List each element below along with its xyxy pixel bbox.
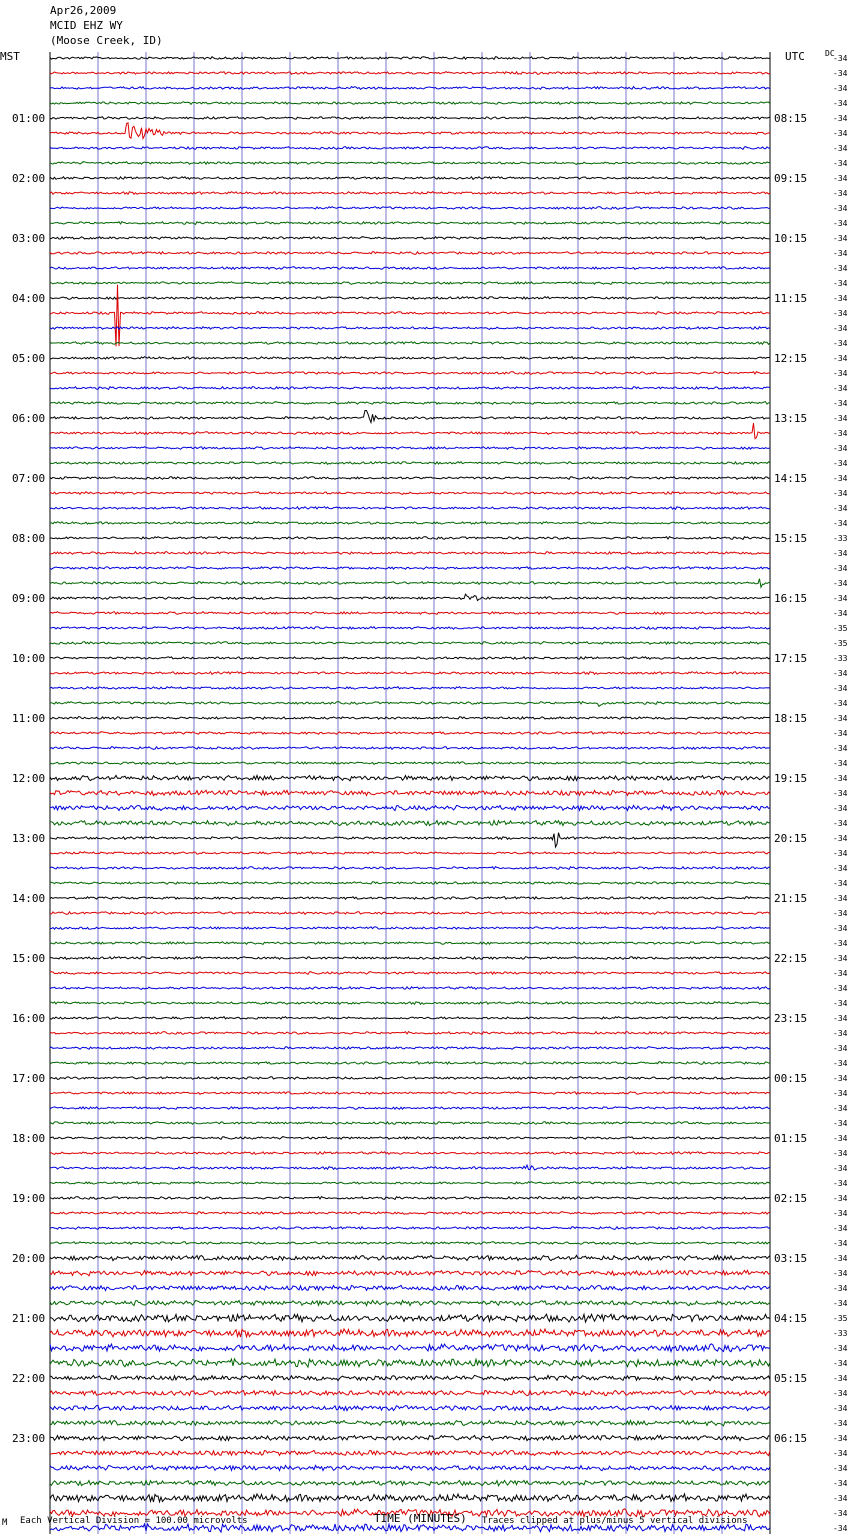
seismic-trace [50, 492, 770, 495]
station-code: MCID EHZ WY [50, 19, 123, 32]
dc-offset-value: -34 [833, 834, 848, 843]
seismic-trace [50, 1092, 770, 1095]
seismic-trace [50, 1390, 770, 1395]
dc-offset-value: -34 [833, 1464, 848, 1473]
seismic-trace [50, 1137, 770, 1140]
dc-offset-value: -34 [833, 189, 848, 198]
seismic-trace [50, 790, 770, 795]
seismic-trace [50, 657, 770, 660]
seismic-trace [50, 1242, 770, 1245]
dc-offset-value: -34 [833, 1194, 848, 1203]
seismic-trace [50, 957, 770, 960]
seismic-trace [50, 1152, 770, 1155]
dc-offset-value: -34 [833, 504, 848, 513]
dc-offset-value: -34 [833, 204, 848, 213]
dc-offset-value: -34 [833, 939, 848, 948]
seismic-trace [50, 987, 770, 990]
dc-offset-value: -34 [833, 774, 848, 783]
dc-offset-value: -34 [833, 1449, 848, 1458]
left-hour-label: 19:00 [12, 1192, 46, 1205]
dc-offset-value: -34 [833, 579, 848, 588]
dc-offset-value: -34 [833, 399, 848, 408]
seismic-trace [50, 1420, 770, 1425]
dc-offset-value: -34 [833, 1044, 848, 1053]
seismic-trace [50, 775, 770, 780]
dc-offset-value: -34 [833, 1029, 848, 1038]
dc-offset-value: -34 [833, 924, 848, 933]
dc-offset-value: -34 [833, 1089, 848, 1098]
dc-offset-value: -34 [833, 174, 848, 183]
seismic-trace [50, 1435, 770, 1440]
dc-offset-value: -34 [833, 849, 848, 858]
seismic-trace [50, 1062, 770, 1065]
dc-offset-value: -34 [833, 474, 848, 483]
dc-offset-value: -34 [833, 489, 848, 498]
seismic-trace [50, 717, 770, 720]
left-hour-label: 16:00 [12, 1012, 46, 1025]
left-hour-label: 22:00 [12, 1372, 46, 1385]
seismic-trace [50, 1255, 770, 1260]
seismic-trace [50, 972, 770, 975]
dc-offset-value: -34 [833, 1389, 848, 1398]
dc-offset-value: -34 [833, 864, 848, 873]
left-hour-label: 03:00 [12, 232, 46, 245]
left-hour-label: 13:00 [12, 832, 46, 845]
seismic-trace [50, 912, 770, 915]
dc-offset-value: -34 [833, 234, 848, 243]
dc-offset-value: -33 [833, 654, 848, 663]
seismic-trace [50, 357, 770, 360]
dc-offset-value: -34 [833, 684, 848, 693]
seismic-trace [50, 1406, 770, 1411]
dc-offset-value: -34 [833, 69, 848, 78]
dc-offset-value: -34 [833, 294, 848, 303]
seismic-trace [50, 1165, 770, 1170]
dc-offset-value: -34 [833, 969, 848, 978]
seismic-trace [50, 762, 770, 765]
dc-offset-value: -34 [833, 1419, 848, 1428]
left-hour-label: 17:00 [12, 1072, 46, 1085]
left-hour-label: 10:00 [12, 652, 46, 665]
seismic-trace [50, 805, 770, 810]
seismic-trace [50, 387, 770, 390]
dc-offset-value: -34 [833, 249, 848, 258]
seismic-trace [50, 1300, 770, 1305]
dc-offset-value: -34 [833, 129, 848, 138]
seismic-trace [50, 1285, 770, 1290]
dc-offset-value: -34 [833, 714, 848, 723]
seismic-trace [50, 192, 770, 195]
seismic-trace [50, 402, 770, 405]
seismic-trace [50, 177, 770, 180]
seismic-trace [50, 507, 770, 510]
dc-offset-value: -34 [833, 1344, 848, 1353]
seismic-trace [50, 285, 770, 347]
dc-offset-value: -34 [833, 279, 848, 288]
dc-offset-value: -34 [833, 1014, 848, 1023]
seismic-trace [50, 642, 770, 645]
dc-offset-value: -34 [833, 414, 848, 423]
seismic-trace [50, 1077, 770, 1080]
seismic-trace [50, 117, 770, 120]
seismic-trace [50, 942, 770, 945]
dc-offset-value: -34 [833, 1134, 848, 1143]
left-hour-label: 14:00 [12, 892, 46, 905]
dc-offset-value: -34 [833, 54, 848, 63]
seismic-trace [50, 612, 770, 615]
seismic-trace [50, 102, 770, 105]
seismic-trace [50, 821, 770, 826]
left-hour-label: 23:00 [12, 1432, 46, 1445]
seismic-trace [50, 1017, 770, 1020]
seismic-trace [50, 1450, 770, 1455]
seismic-trace [50, 747, 770, 750]
seismic-trace [50, 462, 770, 465]
seismic-trace [50, 342, 770, 345]
dc-offset-value: -34 [833, 744, 848, 753]
left-hour-label: 18:00 [12, 1132, 46, 1145]
dc-offset-value: -34 [833, 804, 848, 813]
dc-offset-value: -35 [833, 1314, 848, 1323]
seismic-trace [50, 627, 770, 630]
right-hour-label: 16:15 [774, 592, 808, 605]
right-hour-label: 19:15 [774, 772, 808, 785]
dc-offset-value: -35 [833, 639, 848, 648]
dc-offset-value: -34 [833, 1374, 848, 1383]
dc-offset-value: -34 [833, 1224, 848, 1233]
dc-offset-value: -34 [833, 1479, 848, 1488]
seismic-trace [50, 1182, 770, 1185]
left-hour-label: 07:00 [12, 472, 46, 485]
dc-offset-value: -34 [833, 984, 848, 993]
seismic-trace [50, 1481, 770, 1486]
seismic-trace [50, 411, 770, 423]
dc-offset-value: -34 [833, 84, 848, 93]
seismic-trace [50, 732, 770, 735]
dc-offset-value: -34 [833, 324, 848, 333]
dc-offset-value: -34 [833, 1434, 848, 1443]
left-hour-label: 01:00 [12, 112, 46, 125]
left-hour-label: 05:00 [12, 352, 46, 365]
dc-offset-value: -34 [833, 1074, 848, 1083]
dc-offset-value: -34 [833, 669, 848, 678]
right-hour-label: 05:15 [774, 1372, 808, 1385]
seismic-trace [50, 567, 770, 570]
dc-offset-value: -34 [833, 1404, 848, 1413]
seismic-trace [50, 237, 770, 240]
right-hour-label: 06:15 [774, 1432, 808, 1445]
dc-offset-value: -34 [833, 384, 848, 393]
seismic-trace [50, 1329, 770, 1337]
left-timezone-label: MST [0, 50, 20, 63]
seismic-trace [50, 1107, 770, 1110]
seismic-trace [50, 1197, 770, 1200]
seismic-trace [50, 87, 770, 90]
seismic-trace [50, 882, 770, 885]
dc-offset-value: -34 [833, 1209, 848, 1218]
dc-offset-header: DC [825, 49, 835, 58]
dc-offset-value: -34 [833, 789, 848, 798]
right-hour-label: 18:15 [774, 712, 808, 725]
right-hour-label: 00:15 [774, 1072, 808, 1085]
left-hour-label: 09:00 [12, 592, 46, 605]
left-hour-label: 04:00 [12, 292, 46, 305]
dc-offset-value: -34 [833, 699, 848, 708]
dc-offset-value: -34 [833, 1494, 848, 1503]
seismic-trace [50, 267, 770, 270]
dc-offset-value: -34 [833, 459, 848, 468]
right-hour-label: 23:15 [774, 1012, 808, 1025]
dc-offset-value: -34 [833, 369, 848, 378]
seismic-trace [50, 1314, 770, 1322]
seismic-trace [50, 1344, 770, 1352]
dc-offset-value: -34 [833, 1524, 848, 1533]
seismic-trace [50, 1047, 770, 1050]
right-hour-label: 08:15 [774, 112, 808, 125]
left-hour-label: 08:00 [12, 532, 46, 545]
right-hour-label: 12:15 [774, 352, 808, 365]
dc-offset-value: -34 [833, 1509, 848, 1518]
dc-offset-value: -34 [833, 99, 848, 108]
dc-offset-value: -34 [833, 759, 848, 768]
left-hour-label: 06:00 [12, 412, 46, 425]
seismic-trace [50, 852, 770, 855]
dc-offset-value: -34 [833, 1149, 848, 1158]
dc-offset-value: -34 [833, 594, 848, 603]
seismic-trace [50, 372, 770, 375]
seismic-trace [50, 1122, 770, 1125]
station-location: (Moose Creek, ID) [50, 34, 163, 47]
right-hour-label: 13:15 [774, 412, 808, 425]
seismic-trace [50, 447, 770, 450]
left-hour-label: 15:00 [12, 952, 46, 965]
dc-offset-value: -34 [833, 729, 848, 738]
dc-offset-value: -34 [833, 1359, 848, 1368]
seismic-trace [50, 537, 770, 540]
dc-offset-value: -34 [833, 564, 848, 573]
x-axis-label: TIME (MINUTES) [374, 1512, 467, 1525]
dc-offset-value: -34 [833, 1284, 848, 1293]
seismic-trace [50, 477, 770, 480]
seismic-trace [50, 57, 770, 60]
dc-offset-value: -34 [833, 264, 848, 273]
dc-offset-value: -34 [833, 1104, 848, 1113]
right-hour-label: 02:15 [774, 1192, 808, 1205]
right-hour-label: 10:15 [774, 232, 808, 245]
right-hour-label: 17:15 [774, 652, 808, 665]
seismic-trace [50, 72, 770, 75]
dc-offset-value: -33 [833, 534, 848, 543]
dc-offset-value: -34 [833, 1179, 848, 1188]
right-hour-label: 09:15 [774, 172, 808, 185]
right-timezone-label: UTC [785, 50, 805, 63]
seismic-trace [50, 147, 770, 150]
seismic-trace [50, 927, 770, 930]
dc-offset-value: -34 [833, 519, 848, 528]
seismic-trace [50, 522, 770, 525]
seismic-trace [50, 1359, 770, 1367]
seismic-trace [50, 579, 770, 588]
dc-offset-value: -34 [833, 159, 848, 168]
clip-note: Traces clipped at plus/minus 5 vertical divisions [482, 1516, 748, 1526]
dc-offset-value: -34 [833, 1239, 848, 1248]
dc-offset-value: -34 [833, 1299, 848, 1308]
seismic-trace [50, 1375, 770, 1380]
right-hour-label: 15:15 [774, 532, 808, 545]
seismic-trace [50, 702, 770, 707]
right-hour-label: 01:15 [774, 1132, 808, 1145]
plot-date: Apr26,2009 [50, 4, 117, 17]
right-hour-label: 04:15 [774, 1312, 808, 1325]
dc-offset-value: -34 [833, 1269, 848, 1278]
seismic-trace [50, 594, 770, 600]
dc-offset-value: -34 [833, 894, 848, 903]
dc-offset-value: -34 [833, 999, 848, 1008]
seismic-trace [50, 552, 770, 555]
seismic-trace [50, 297, 770, 300]
dc-offset-value: -34 [833, 549, 848, 558]
seismic-trace [50, 867, 770, 870]
right-hour-label: 11:15 [774, 292, 808, 305]
dc-offset-value: -34 [833, 609, 848, 618]
seismic-trace [50, 327, 770, 330]
dc-offset-value: -34 [833, 339, 848, 348]
dc-offset-value: -34 [833, 1164, 848, 1173]
left-hour-label: 02:00 [12, 172, 46, 185]
seismic-trace [50, 1227, 770, 1230]
scale-note: Each Vertical Division = 100.00 microvolts [20, 1516, 248, 1526]
dc-offset-value: -34 [833, 819, 848, 828]
footer-mark: M [2, 1518, 8, 1528]
dc-offset-value: -34 [833, 1059, 848, 1068]
seismic-trace [50, 897, 770, 900]
dc-offset-value: -34 [833, 1254, 848, 1263]
dc-offset-value: -34 [833, 879, 848, 888]
seismic-trace [50, 1465, 770, 1470]
dc-offset-value: -34 [833, 114, 848, 123]
right-hour-label: 14:15 [774, 472, 808, 485]
dc-offset-value: -33 [833, 1329, 848, 1338]
dc-offset-value: -34 [833, 444, 848, 453]
seismic-trace [50, 423, 770, 439]
seismic-trace [50, 1032, 770, 1035]
seismic-trace [50, 1270, 770, 1276]
seismic-trace [50, 1494, 770, 1502]
left-hour-label: 20:00 [12, 1252, 46, 1265]
seismic-trace [50, 672, 770, 675]
left-hour-label: 11:00 [12, 712, 46, 725]
dc-offset-value: -34 [833, 144, 848, 153]
seismic-trace [50, 282, 770, 285]
seismic-trace [50, 207, 770, 210]
dc-offset-value: -34 [833, 354, 848, 363]
seismic-trace [50, 123, 770, 139]
right-hour-label: 03:15 [774, 1252, 808, 1265]
dc-offset-value: -34 [833, 309, 848, 318]
dc-offset-value: -34 [833, 219, 848, 228]
right-hour-label: 20:15 [774, 832, 808, 845]
dc-offset-value: -34 [833, 954, 848, 963]
dc-offset-value: -34 [833, 909, 848, 918]
left-hour-label: 21:00 [12, 1312, 46, 1325]
seismic-trace [50, 162, 770, 165]
right-hour-label: 22:15 [774, 952, 808, 965]
dc-offset-value: -34 [833, 429, 848, 438]
seismic-trace [50, 1212, 770, 1215]
seismic-trace [50, 252, 770, 255]
dc-offset-value: -34 [833, 1119, 848, 1128]
seismic-trace [50, 687, 770, 690]
seismic-trace [50, 222, 770, 225]
dc-offset-value: -35 [833, 624, 848, 633]
right-hour-label: 21:15 [774, 892, 808, 905]
left-hour-label: 12:00 [12, 772, 46, 785]
seismic-trace [50, 833, 770, 847]
seismic-trace [50, 1002, 770, 1005]
